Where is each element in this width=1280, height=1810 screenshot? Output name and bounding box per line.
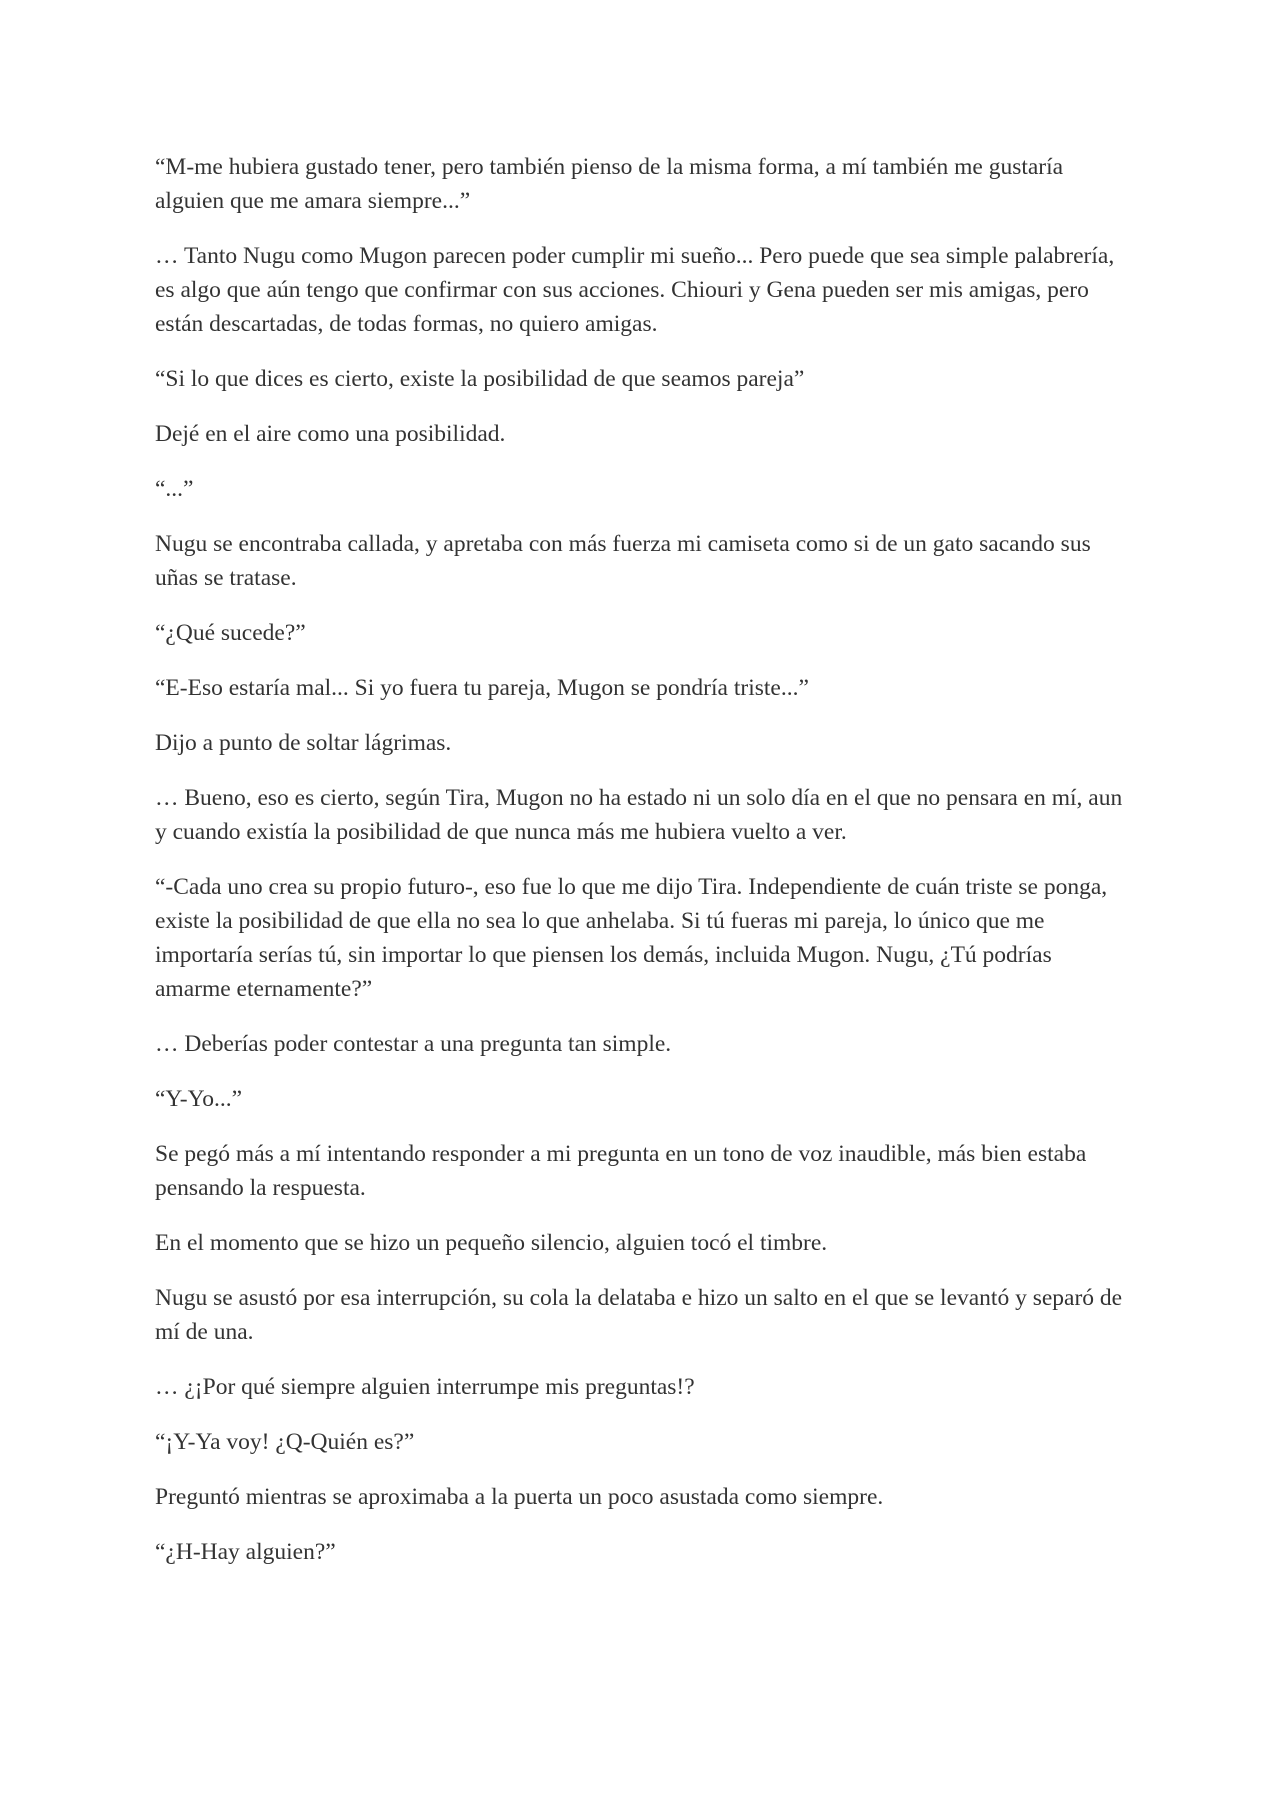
- paragraph: “E-Eso estaría mal... Si yo fuera tu pareja, Mugon se pondría triste...”: [155, 675, 809, 701]
- paragraph: … Bueno, eso es cierto, según Tira, Mugon no ha estado ni un solo día en el que no pensara en mí, aun y cuando existía la posibilidad de que nunca más me hubiera vuelto a ver.: [155, 785, 1123, 845]
- paragraph: … Deberías poder contestar a una pregunta tan simple.: [155, 1031, 672, 1057]
- paragraph: “M-me hubiera gustado tener, pero también pienso de la misma forma, a mí también me gustaría alguien que me amara siempre...”: [155, 154, 1064, 214]
- paragraph: Preguntó mientras se aproximaba a la puerta un poco asustada como siempre.: [155, 1484, 884, 1510]
- paragraph: “¿H-Hay alguien?”: [155, 1539, 336, 1565]
- paragraph: “-Cada uno crea su propio futuro-, eso fue lo que me dijo Tira. Independiente de cuán triste se ponga, existe la posibilidad de que ella no sea lo que anhelaba. Si tú fueras mi pareja, lo único que me importaría serías tú, sin importar lo que piensen los demás, incluida Mugon. Nugu, ¿Tú podrías amarme eternamente?”: [155, 874, 1108, 1002]
- paragraph: Nugu se encontraba callada, y apretaba con más fuerza mi camiseta como si de un gato sacando sus uñas se tratase.: [155, 531, 1091, 591]
- paragraph: “¿Qué sucede?”: [155, 620, 306, 646]
- document-body: [155, 150, 1130, 1590]
- paragraph: Nugu se asustó por esa interrupción, su cola la delataba e hizo un salto en el que se levantó y separó de mí de una.: [155, 1285, 1123, 1345]
- paragraph: “...”: [155, 476, 194, 502]
- paragraph: “Si lo que dices es cierto, existe la posibilidad de que seamos pareja”: [155, 366, 805, 392]
- paragraph: … Tanto Nugu como Mugon parecen poder cumplir mi sueño... Pero puede que sea simple palabrería, es algo que aún tengo que confirmar con sus acciones. Chiouri y Gena pueden ser mis amigas, pero están descartadas, de todas formas, no quiero amigas.: [155, 243, 1115, 337]
- paragraph: … ¿¡Por qué siempre alguien interrumpe mis preguntas!?: [155, 1374, 695, 1400]
- paragraph: “Y-Yo...”: [155, 1086, 243, 1112]
- paragraph: Se pegó más a mí intentando responder a mi pregunta en un tono de voz inaudible, más bien estaba pensando la respuesta.: [155, 1141, 1087, 1201]
- paragraph: En el momento que se hizo un pequeño silencio, alguien tocó el timbre.: [155, 1230, 828, 1256]
- paragraph: Dijo a punto de soltar lágrimas.: [155, 730, 452, 756]
- paragraph: Dejé en el aire como una posibilidad.: [155, 421, 506, 447]
- paragraph: “¡Y-Ya voy! ¿Q-Quién es?”: [155, 1429, 415, 1455]
